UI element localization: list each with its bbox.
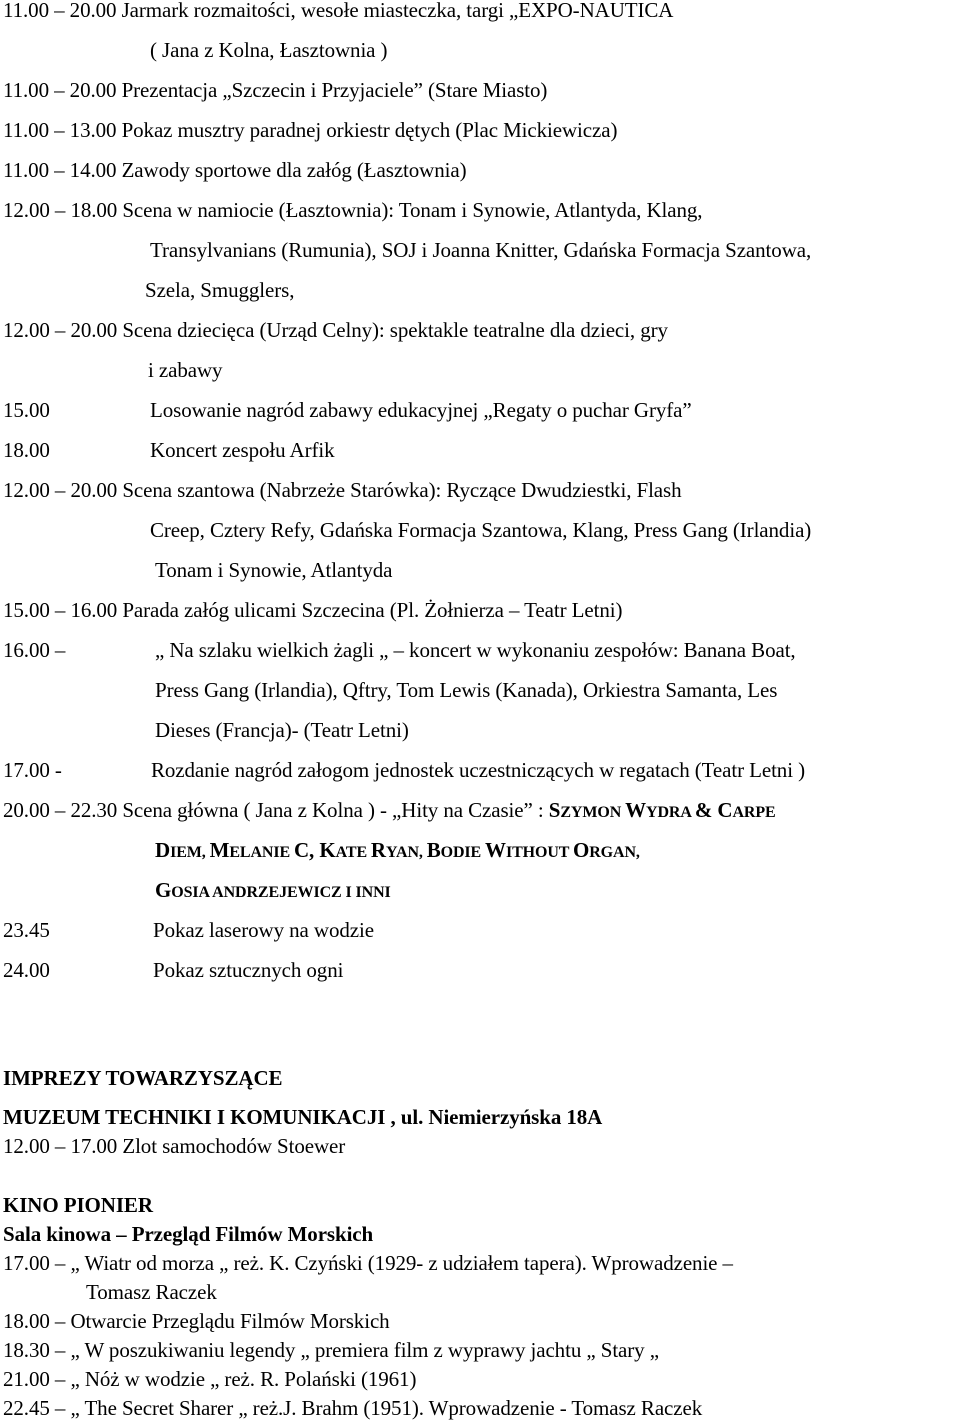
performer-smallcaps-initial: G bbox=[155, 878, 172, 902]
performer-smallcaps-rest: YDRA bbox=[646, 804, 695, 821]
schedule-text-25: Pokaz sztucznych ogni bbox=[153, 958, 344, 982]
schedule-line-5: 11.00 – 14.00 Zawody sportowe dla załóg (Łasztownia) bbox=[3, 158, 467, 182]
schedule-line-6: 12.00 – 18.00 Scena w namiocie (Łasztownia): Tonam i Synowie, Atlantyda, Klang, bbox=[3, 198, 703, 222]
schedule-line-22 bbox=[155, 837, 640, 866]
performer-smallcaps-rest: ATE bbox=[335, 844, 371, 861]
cinema-line-6: 22.45 – „ The Secret Sharer „ reż.J. Brahm (1951). Wprowadzenie - Tomasz Raczek bbox=[3, 1396, 703, 1420]
cinema-line-5: 21.00 – „ Nóż w wodzie „ reż. R. Polański (1961) bbox=[3, 1367, 417, 1391]
cinema-line-2: Tomasz Raczek bbox=[86, 1280, 217, 1304]
museum-line: 12.00 – 17.00 Zlot samochodów Stoewer bbox=[3, 1134, 346, 1158]
schedule-time-20: 17.00 - bbox=[3, 758, 62, 782]
schedule-line-2: ( Jana z Kolna, Łasztownia ) bbox=[150, 38, 388, 62]
schedule-line-14: Creep, Cztery Refy, Gdańska Formacja Szantowa, Klang, Press Gang (Irlandia) bbox=[150, 518, 812, 542]
schedule-line-21 bbox=[3, 797, 776, 826]
performer-smallcaps-initial: W bbox=[485, 838, 506, 862]
schedule-line-9: 12.00 – 20.00 Scena dziecięca (Urząd Celny): spektakle teatralne dla dzieci, gry bbox=[3, 318, 668, 342]
schedule-line-19: Dieses (Francja)- (Teatr Letni) bbox=[155, 718, 409, 742]
performer-smallcaps-rest: ARPE bbox=[732, 804, 776, 821]
performer-smallcaps-rest: IEM, bbox=[170, 844, 210, 861]
schedule-time-12: 18.00 bbox=[3, 438, 50, 462]
cinema-line-1: 17.00 – „ Wiatr od morza „ reż. K. Czyński (1929- z udziałem tapera). Wprowadzenie – bbox=[3, 1251, 733, 1275]
performer-smallcaps-initial: D bbox=[155, 838, 171, 862]
schedule-line-16: 15.00 – 16.00 Parada załóg ulicami Szczecina (Pl. Żołnierza – Teatr Letni) bbox=[3, 598, 623, 622]
performer-smallcaps-initial: C bbox=[717, 798, 733, 822]
schedule-line-23 bbox=[155, 877, 391, 906]
performer-smallcaps-rest: ELANIE bbox=[229, 844, 294, 861]
schedule-line-4: 11.00 – 13.00 Pokaz musztry paradnej orkiestr dętych (Plac Mickiewicza) bbox=[3, 118, 618, 142]
schedule-time-17: 16.00 – bbox=[3, 638, 66, 662]
schedule-line-13: 12.00 – 20.00 Scena szantowa (Nabrzeże Starówka): Ryczące Dwudziestki, Flash bbox=[3, 478, 682, 502]
cinema-subheading: Sala kinowa – Przegląd Filmów Morskich bbox=[3, 1222, 374, 1246]
schedule-time-11: 15.00 bbox=[3, 398, 50, 422]
performer-smallcaps-rest: ITHOUT bbox=[505, 844, 573, 861]
schedule-text-11: Losowanie nagród zabawy edukacyjnej „Regaty o puchar Gryfa” bbox=[150, 398, 692, 422]
schedule-line-18: Press Gang (Irlandia), Qftry, Tom Lewis (Kanada), Orkiestra Samanta, Les bbox=[155, 678, 778, 702]
schedule-line-7: Transylvanians (Rumunia), SOJ i Joanna Knitter, Gdańska Formacja Szantowa, bbox=[150, 238, 812, 262]
schedule-line-15: Tonam i Synowie, Atlantyda bbox=[155, 558, 393, 582]
cinema-line-4: 18.30 – „ W poszukiwaniu legendy „ premiera film z wyprawy jachtu „ Stary „ bbox=[3, 1338, 659, 1362]
schedule-text-17: „ Na szlaku wielkich żagli „ – koncert w wykonaniu zespołów: Banana Boat, bbox=[155, 638, 796, 662]
performer-smallcaps-rest: ODIE bbox=[440, 844, 486, 861]
performer-smallcaps-initial: R bbox=[370, 838, 386, 862]
schedule-time-24: 23.45 bbox=[3, 918, 50, 942]
schedule-time-25: 24.00 bbox=[3, 958, 50, 982]
side-events-heading: IMPREZY TOWARZYSZĄCE bbox=[3, 1066, 283, 1090]
cinema-line-3: 18.00 – Otwarcie Przeglądu Filmów Morskich bbox=[3, 1309, 390, 1333]
schedule-line-1: 11.00 – 20.00 Jarmark rozmaitości, wesołe miasteczka, targi „EXPO-NAUTICA bbox=[3, 0, 674, 22]
museum-heading: MUZEUM TECHNIKI I KOMUNIKACJI , ul. Niemierzyńska 18A bbox=[3, 1105, 603, 1129]
performer-smallcaps-initial: M bbox=[209, 838, 230, 862]
performer-smallcaps-initial: O bbox=[572, 838, 590, 862]
cinema-heading: KINO PIONIER bbox=[3, 1193, 153, 1217]
performer-smallcaps-rest: OSIA ANDRZEJEWICZ I INNI bbox=[171, 884, 391, 901]
schedule-line-3: 11.00 – 20.00 Prezentacja „Szczecin i Przyjaciele” (Stare Miasto) bbox=[3, 78, 548, 102]
schedule-text-20: Rozdanie nagród załogom jednostek uczestniczących w regatach (Teatr Letni ) bbox=[151, 758, 805, 782]
performer-smallcaps-initial: W bbox=[625, 798, 646, 822]
performer-smallcaps-rest: RGAN, bbox=[589, 844, 640, 861]
performer-smallcaps-initial: C, bbox=[293, 838, 320, 862]
schedule-text-24: Pokaz laserowy na wodzie bbox=[153, 918, 374, 942]
performer-smallcaps-initial: K bbox=[319, 838, 336, 862]
schedule-line-10: i zabawy bbox=[148, 358, 223, 382]
performer-smallcaps-initial: S bbox=[548, 798, 561, 822]
performer-smallcaps-rest: ZYMON bbox=[560, 804, 626, 821]
performer-smallcaps-initial: B bbox=[426, 838, 441, 862]
schedule-line-21-prefix: 20.00 – 22.30 Scena główna ( Jana z Kolna ) - „Hity na Czasie” : bbox=[3, 798, 549, 822]
schedule-text-12: Koncert zespołu Arfik bbox=[150, 438, 335, 462]
performer-smallcaps-rest: YAN, bbox=[386, 844, 427, 861]
performer-smallcaps-initial: & bbox=[694, 798, 718, 822]
schedule-line-8: Szela, Smugglers, bbox=[145, 278, 295, 302]
